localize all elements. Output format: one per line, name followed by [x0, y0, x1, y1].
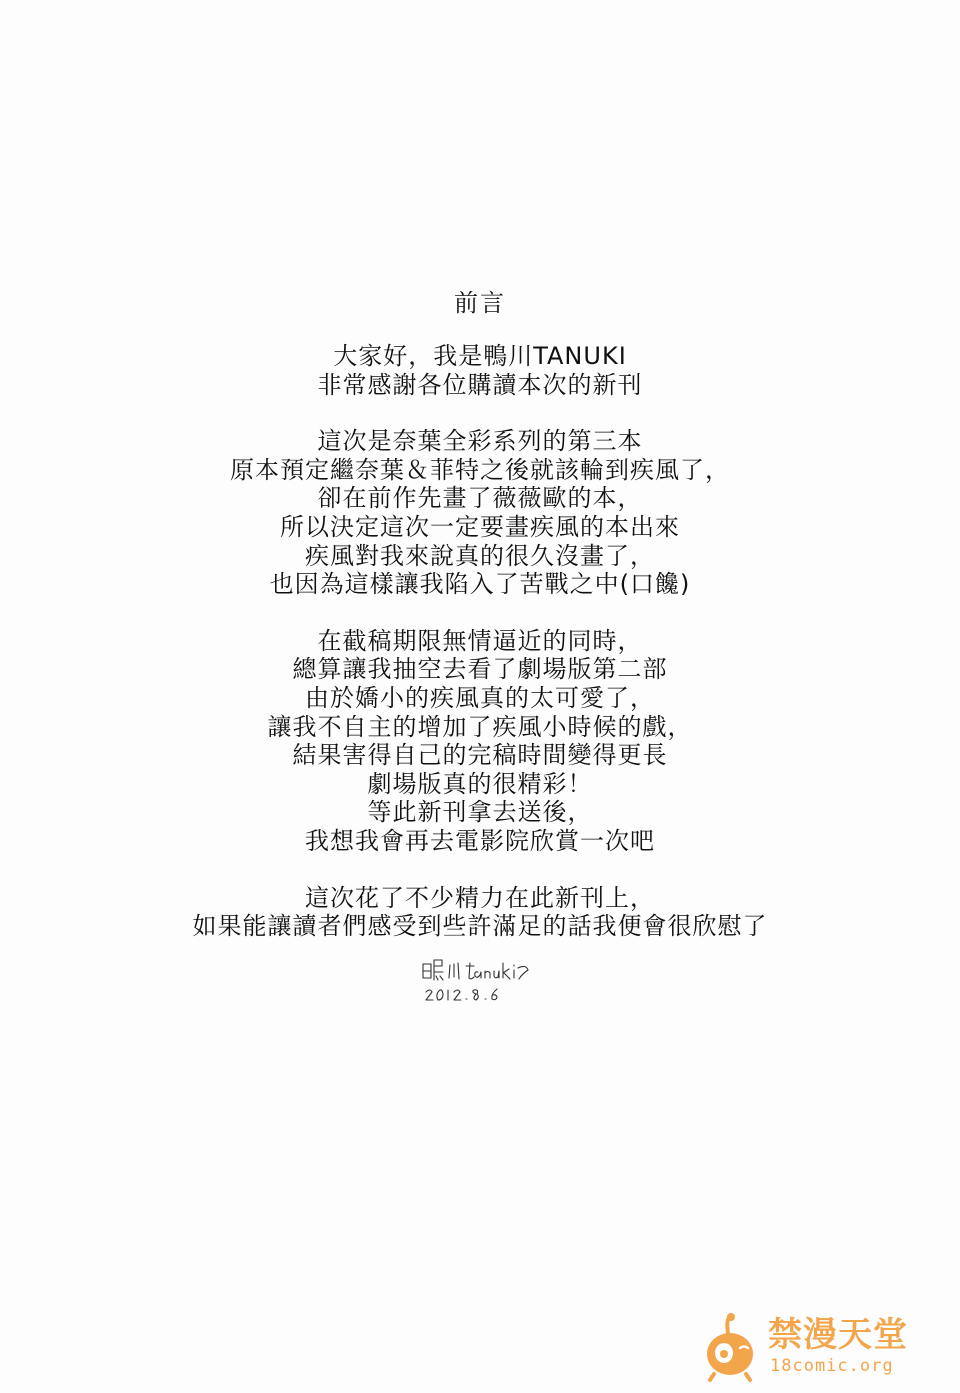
text-line: 讓我不自主的增加了疾風小時候的戲， [267, 712, 693, 741]
text-line: 非常感謝各位購讀本次的新刊 [317, 370, 643, 399]
text-line: 所以決定這次一定要畫疾風的本出來 [280, 512, 680, 541]
text-line: 結果害得自己的完稿時間變得更長 [292, 741, 668, 770]
text-line: 如果能讓讀者們感受到些許滿足的話我便會很欣慰了 [192, 912, 768, 941]
preface-title: 前言 [454, 289, 506, 317]
handwritten-signature [418, 952, 538, 1010]
watermark-url: 18comic.org [770, 1356, 894, 1376]
paragraph-background [0, 427, 960, 599]
paragraph-closing [0, 884, 960, 941]
text-line: 卻在前作先畫了薇薇歐的本， [317, 484, 643, 513]
text-line: 我想我會再去電影院欣賞一次吧 [305, 826, 655, 855]
paragraph-movie [0, 627, 960, 856]
watermark [700, 1312, 925, 1384]
text-line: 等此新刊拿去送後， [367, 798, 593, 827]
text-line: 總算讓我抽空去看了劇場版第二部 [292, 655, 668, 684]
paragraph-greeting [0, 342, 960, 399]
watermark-title: 禁漫天堂 [768, 1315, 908, 1355]
text-line: 這次是奈葉全彩系列的第三本 [317, 427, 643, 456]
text-line: 劇場版真的很精彩！ [367, 769, 593, 798]
text-line: 也因為這樣讓我陷入了苦戰之中(口饞) [269, 570, 691, 599]
text-line: 疾風對我來說真的很久沒畫了， [305, 541, 655, 570]
mascot-logo-icon [700, 1312, 764, 1384]
preface-section [0, 286, 960, 969]
text-line: 由於嬌小的疾風真的太可愛了， [305, 683, 655, 712]
text-line: 大家好，我是鴨川TANUKI [333, 342, 627, 370]
text-line: 在截稿期限無情逼近的同時， [317, 626, 643, 655]
text-line: 原本預定繼奈葉＆菲特之後就該輪到疾風了， [230, 455, 730, 484]
text-line: 這次花了不少精力在此新刊上， [305, 883, 655, 912]
